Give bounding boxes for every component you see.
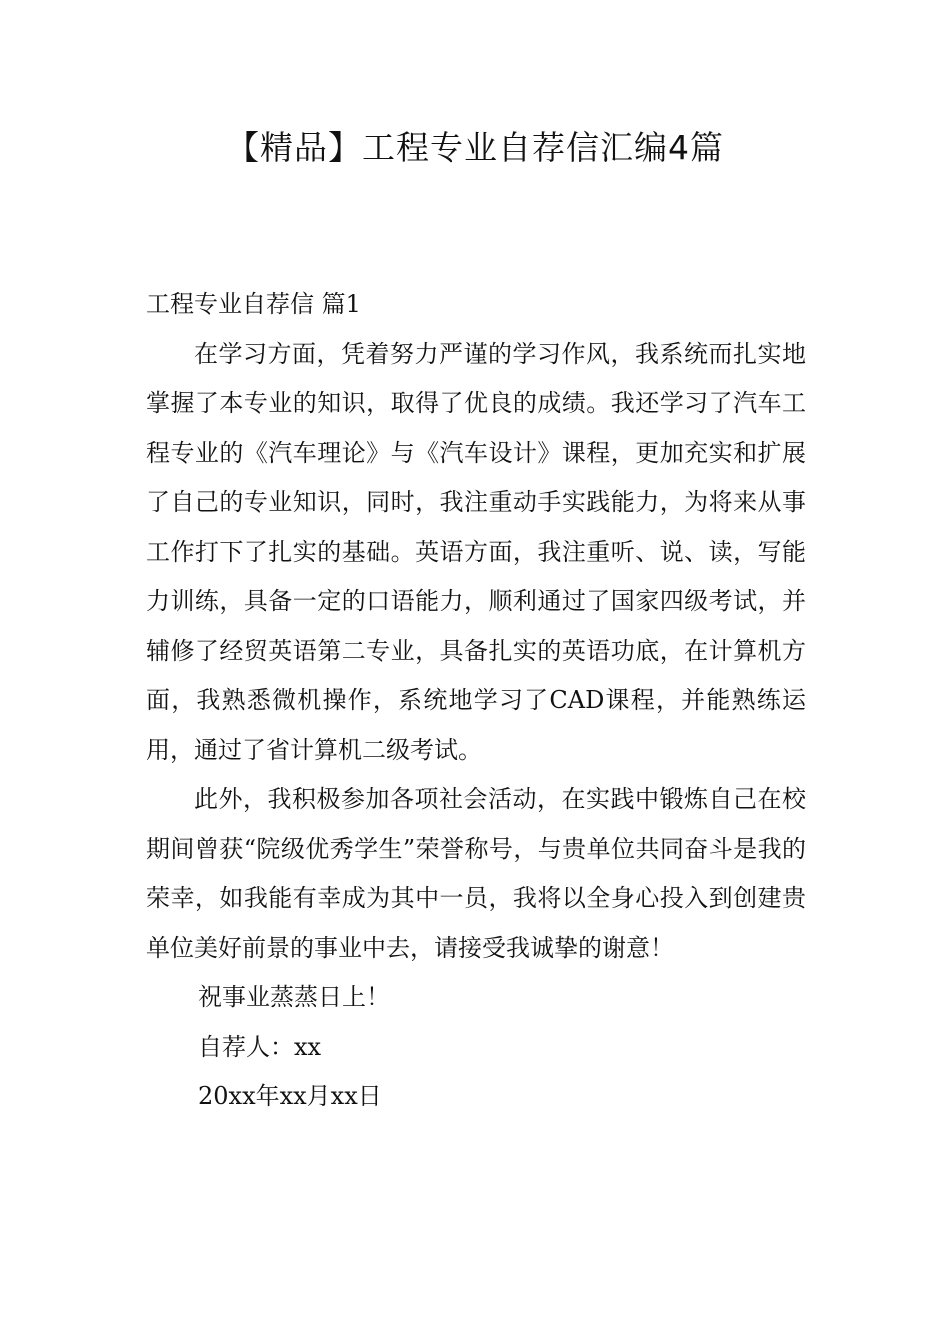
document-title: 【精品】工程专业自荐信汇编4篇: [226, 128, 724, 167]
signature-line: 自荐人：xx: [198, 1032, 322, 1061]
closing-line: 祝事业蒸蒸日上！: [198, 983, 390, 1011]
section-heading: 工程专业自荐信 篇1: [146, 290, 361, 318]
date-line: 20xx年xx月xx日: [198, 1082, 382, 1110]
document-body: [146, 280, 806, 1122]
body-paragraph-1: 在学习方面，凭着努力严谨的学习作风，我系统而扎实地掌握了本专业的知识，取得了优良的成绩。我还学习了汽车工程专业的《汽车理论》与《汽车设计》课程，更加充实和扩展了自己的专业知识，同时，我注重动手实践能力，为将来从事工作打下了扎实的基础。英语方面，我注重听、说、读，写能力训练，具备一定的口语能力，顺利通过了国家四级考试，并辅修了经贸英语第二专业，具备扎实的英语功底，在计算机方面，我熟悉微机操作，系统地学习了CAD课程，并能熟练运用，通过了省计算机二级考试。: [146, 339, 806, 764]
body-paragraph-2: 此外，我积极参加各项社会活动，在实践中锻炼自己在校期间曾获“院级优秀学生”荣誉称号，与贵单位共同奋斗是我的荣幸，如我能有幸成为其中一员，我将以全身心投入到创建贵单位美好前景的事业中去，请接受我诚挚的谢意！: [146, 785, 806, 962]
